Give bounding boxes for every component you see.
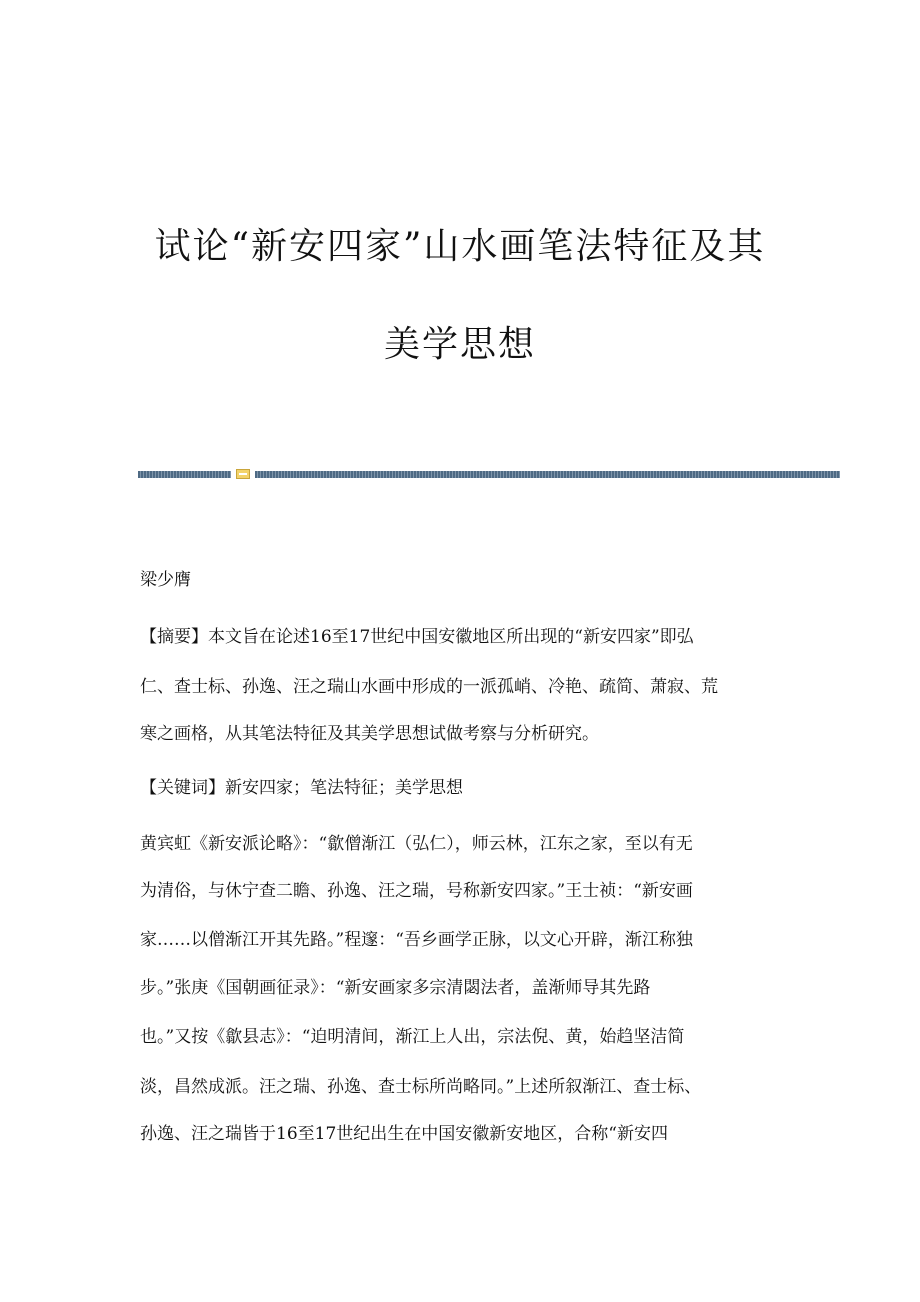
body-line: 为清俗，与休宁查二瞻、孙逸、汪之瑞，号称新安四家。”王士祯：“新安画 xyxy=(140,881,693,901)
body-line: 孙逸、汪之瑞皆于16至17世纪出生在中国安徽新安地区，合称“新安四 xyxy=(140,1124,668,1144)
title-line-2: 美学思想 xyxy=(383,324,536,365)
abstract-line: 寒之画格，从其笔法特征及其美学思想试做考察与分析研究。 xyxy=(140,724,599,744)
author-name: 梁少膺 xyxy=(140,570,191,590)
body-line: 步。”张庚《国朝画征录》：“新安画家多宗清閟法者，盖渐师导其先路 xyxy=(140,978,651,998)
body-line: 也。”又按《歙县志》：“迫明清间，渐江上人出，宗法倪、黄，始趋坚洁简 xyxy=(140,1027,685,1047)
abstract-line: 仁、查士标、孙逸、汪之瑞山水画中形成的一派孤峭、冷艳、疏简、萧寂、荒 xyxy=(140,677,718,697)
title-line-1: 试论“新安四家”山水画笔法特征及其 xyxy=(154,226,766,267)
body-line: 家……以僧渐江开其先路。”程邃：“吾乡画学正脉，以文心开辟，渐江称独 xyxy=(140,930,693,950)
abstract-line: 【摘要】本文旨在论述16至17世纪中国安徽地区所出现的“新安四家”即弘 xyxy=(140,627,694,647)
body-line: 黄宾虹《新安派论略》：“歙僧渐江（弘仁），师云林，江东之家，至以有无 xyxy=(140,834,693,854)
divider-emblem-icon xyxy=(236,469,250,479)
keywords-line: 【关键词】新安四家；笔法特征；美学思想 xyxy=(140,778,463,798)
divider-bar-left xyxy=(138,471,231,478)
body-line: 淡，昌然成派。汪之瑞、孙逸、查士标所尚略同。”上述所叙渐江、查士标、 xyxy=(140,1077,702,1097)
divider-bar-right xyxy=(255,471,840,478)
title-divider xyxy=(138,469,840,479)
